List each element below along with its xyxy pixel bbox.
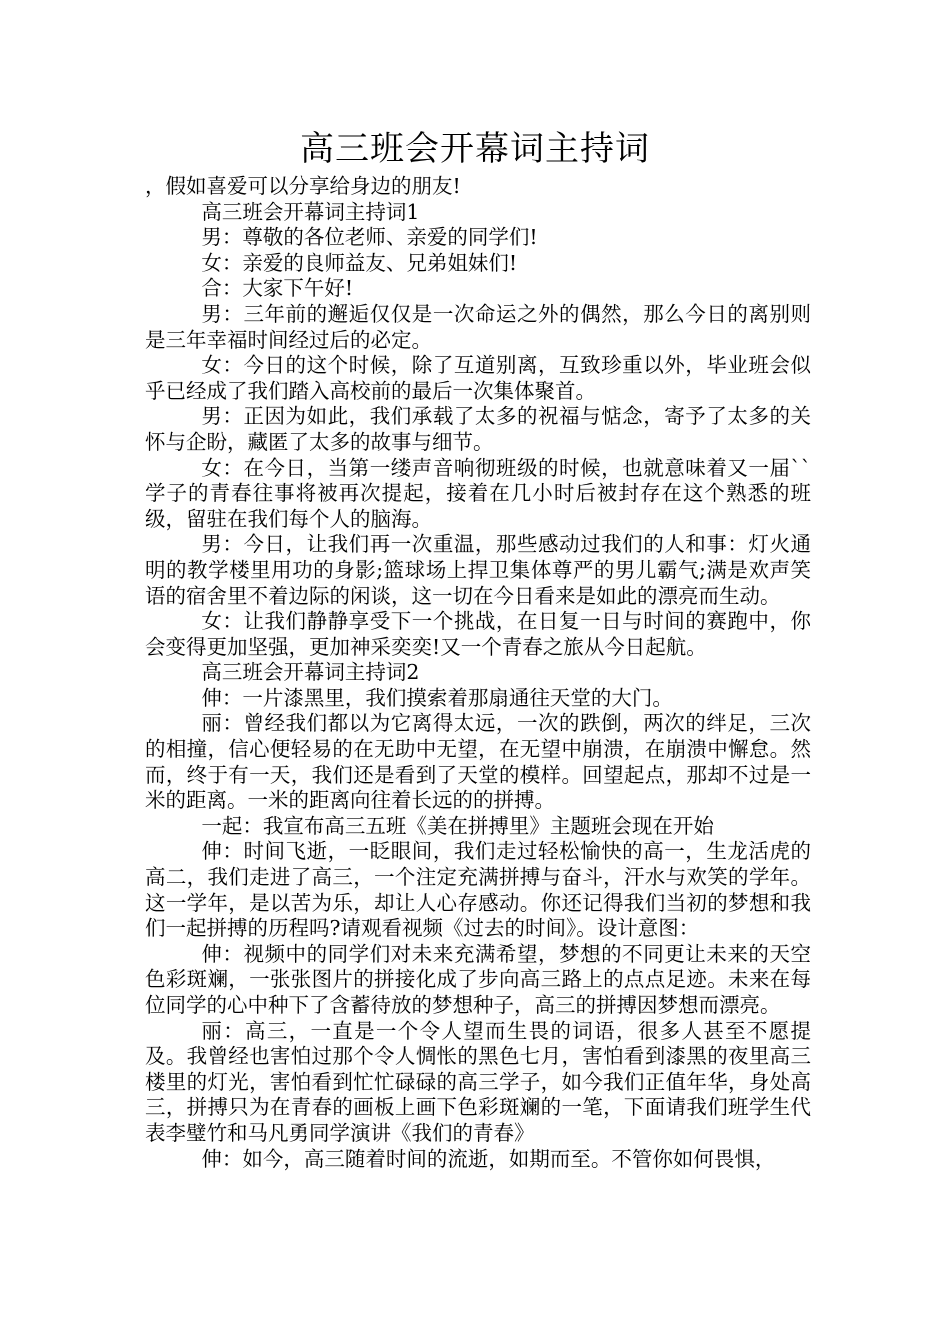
paragraph: 伸：视频中的同学们对未来充满希望，梦想的不同更让未来的天空色彩斑斓，一张张图片的拼接化成了步向高三路上的点点足迹。未来在每位同学的心中种下了含蓄待放的梦想种子，高三的拼搏因梦想而漂亮。	[145, 941, 811, 1017]
paragraph: 男：今日，让我们再一次重温，那些感动过我们的人和事：灯火通明的教学楼里用功的身影;篮球场上捍卫集体尊严的男儿霸气;满是欢声笑语的宿舍里不着边际的闲谈，这一切在今日看来是如此的漂亮而生动。	[145, 532, 811, 608]
paragraph: 高三班会开幕词主持词2	[201, 660, 420, 685]
document-body	[145, 174, 811, 1172]
paragraph: 女：让我们静静享受下一个挑战，在日复一日与时间的赛跑中，你会变得更加坚强，更加神采奕奕!又一个青春之旅从今日起航。	[145, 609, 811, 659]
paragraph: 男：尊敬的各位老师、亲爱的同学们!	[201, 225, 538, 250]
paragraph: 丽：曾经我们都以为它离得太远，一次的跌倒，两次的绊足，三次的相撞，信心便轻易的在无助中无望，在无望中崩溃，在崩溃中懈怠。然而，终于有一天，我们还是看到了天堂的模样。回望起点，那却不过是一米的距离。一米的距离向往着长远的的拼搏。	[145, 711, 811, 813]
paragraph: 男：正因为如此，我们承载了太多的祝福与惦念，寄予了太多的关怀与企盼，藏匿了太多的故事与细节。	[145, 404, 811, 454]
paragraph: 女：今日的这个时候，除了互道别离，互致珍重以外，毕业班会似乎已经成了我们踏入高校前的最后一次集体聚首。	[145, 353, 811, 403]
paragraph: 伸：一片漆黑里，我们摸索着那扇通往天堂的大门。	[201, 685, 673, 710]
paragraph: 女：在今日，当第一缕声音响彻班级的时候，也就意味着又一届``学子的青春往事将被再次提起，接着在几小时后被封存在这个熟悉的班级，留驻在我们每个人的脑海。	[145, 455, 811, 531]
paragraph: 一起：我宣布高三五班《美在拼搏里》主题班会现在开始	[201, 813, 714, 838]
document-title: 高三班会开幕词主持词	[300, 129, 650, 169]
paragraph: 男：三年前的邂逅仅仅是一次命运之外的偶然，那么今日的离别则是三年幸福时间经过后的必定。	[145, 301, 811, 352]
paragraph: 女：亲爱的良师益友、兄弟姐妹们!	[201, 250, 518, 275]
paragraph: ，假如喜爱可以分享给身边的朋友!	[145, 174, 461, 198]
paragraph: 伸：如今，高三随着时间的流逝，如期而至。不管你如何畏惧，	[201, 1146, 776, 1171]
paragraph: 伸：时间飞逝，一眨眼间，我们走过轻松愉快的高一，生龙活虎的高二，我们走进了高三，一个注定充满拼搏与奋斗，汗水与欢笑的学年。这一学年，是以苦为乐，却让人心存感动。你还记得我们当初的梦想和我们一起拼搏的历程吗?请观看视频《过去的时间》。设计意图：	[145, 839, 811, 941]
paragraph: 合：大家下午好!	[201, 276, 354, 301]
paragraph: 高三班会开幕词主持词1	[201, 199, 420, 224]
paragraph: 丽：高三，一直是一个令人望而生畏的词语，很多人甚至不愿提及。我曾经也害怕过那个令人惆怅的黑色七月，害怕看到漆黑的夜里高三楼里的灯光，害怕看到忙忙碌碌的高三学子，如今我们正值年华，身处高三，拼搏只为在青春的画板上画下色彩斑斓的一笔，下面请我们班学生代表李璧竹和马凡勇同学演讲《我们的青春》	[145, 1018, 811, 1145]
